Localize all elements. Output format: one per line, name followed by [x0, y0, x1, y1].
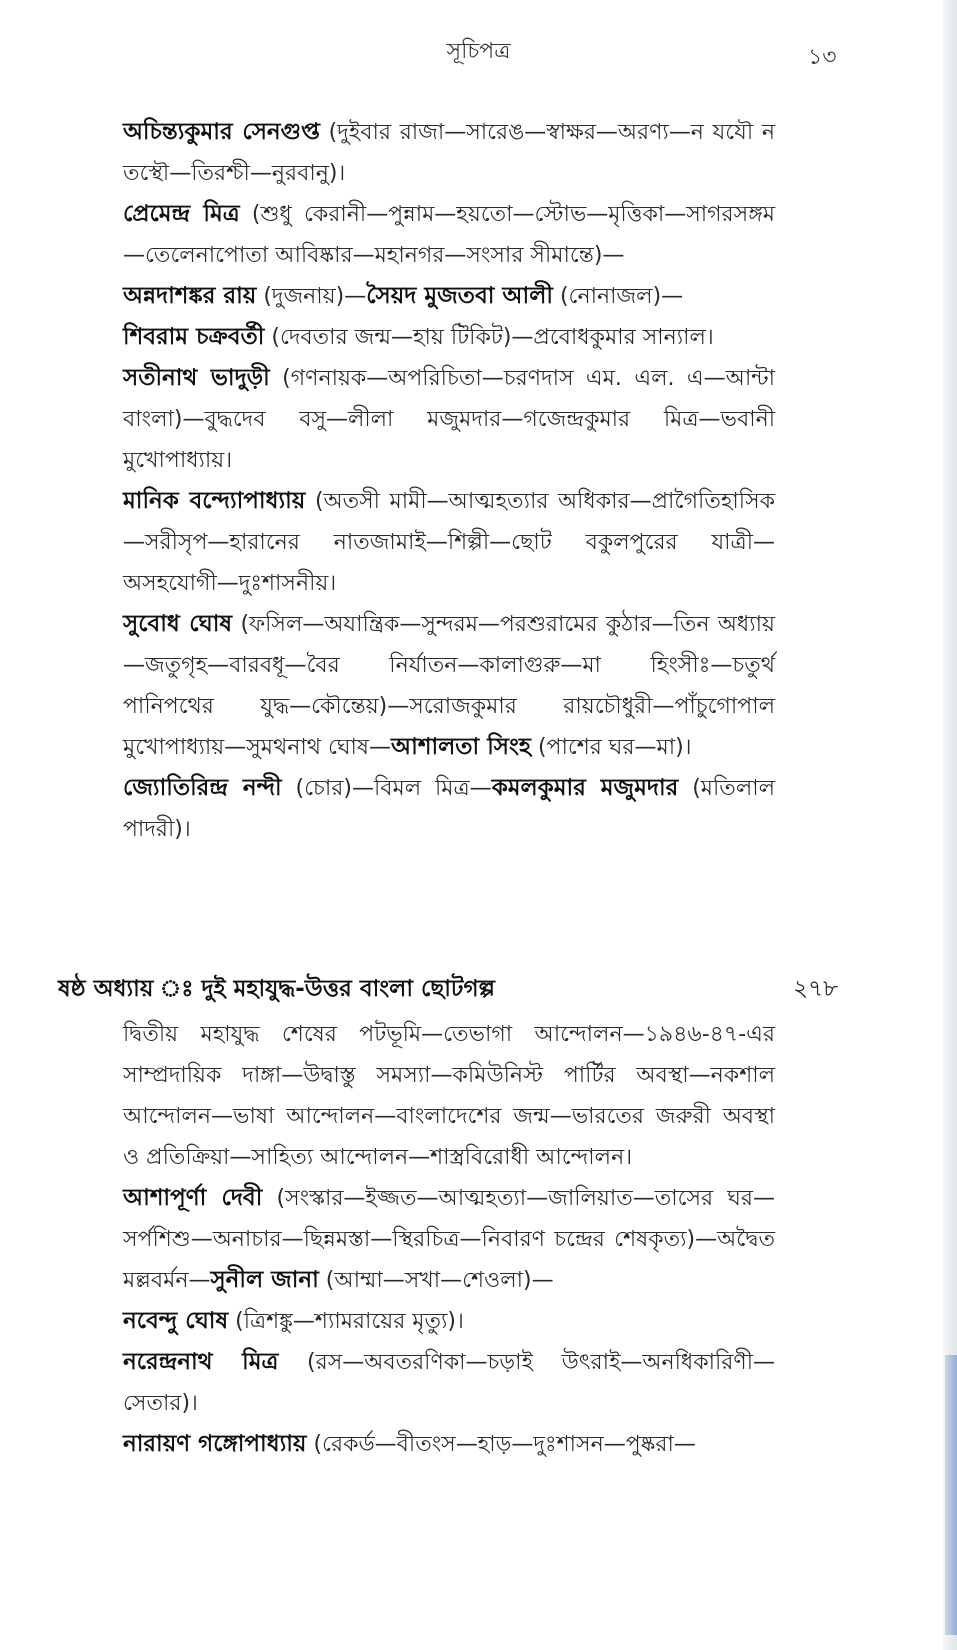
toc-entry-1 [123, 112, 775, 194]
author-name-2: সৈয়দ মুজতবা আলী [366, 283, 553, 309]
works-list: (দেবতার জন্ম—হায় টিকিট)—প্রবোধকুমার সান্যাল। [264, 325, 714, 350]
author-name: শিবরাম চক্রবর্তী [123, 324, 265, 350]
works-list: (সংস্কার—ইজ্জত—আত্মহত্যা—জালিয়াত—তাসের ঘর—সর্পশিশু—অনাচার—ছিন্নমস্তা—স্থিরচিত্র—নিবারণ চন্দ্রের শেষকৃত্য)—অদ্বৈত মল্লবর্মন— [123, 1186, 775, 1293]
works-list: (রস—অবতরণিকা—চড়াই উৎরাই—অনধিকারিণী—সেতার)। [123, 1350, 775, 1416]
toc-entry-12 [123, 1424, 775, 1465]
author-name: সুবোধ ঘোষ [123, 611, 233, 637]
author-name-2: কমলকুমার মজুমদার [491, 775, 679, 801]
author-name: মানিক বন্দ্যোপাধ্যায় [123, 488, 306, 514]
author-name-2: সুনীল জানা [210, 1267, 319, 1293]
toc-entry-6 [123, 481, 775, 604]
works-list: (অতসী মামী—আত্মহত্যার অধিকার—প্রাগৈতিহাসিক—সরীসৃপ—হারানের নাতজামাই—শিল্পী—ছোট বকুলপুরের যাত্রী—অসহযোগী—দুঃশাসনীয়। [123, 489, 775, 596]
author-name: নারায়ণ গঙ্গোপাধ্যায় [123, 1431, 307, 1457]
works-list: (শুধু কেরানী—পুন্নাম—হয়তো—স্টোভ—মৃত্তিকা—সাগরসঙ্গম—তেলেনাপোতা আবিষ্কার—মহানগর—সংসার সীমান্তে)— [123, 202, 776, 268]
toc-entry-4 [123, 317, 775, 358]
works-list: (ফসিল—অযান্ত্রিক—সুন্দরম—পরশুরামের কুঠার—তিন অধ্যায়—জতুগৃহ—বারবধূ—বৈর নির্যাতন—কালাগুরু—মা হিংসীঃ—চতুর্থ পানিপথের যুদ্ধ—কৌন্তেয়)—সরোজকুমার রায়চৌধুরী—পাঁচুগোপাল মুখোপাধ্যায়—সুমথনাথ ঘোষ— [123, 612, 775, 760]
toc-entry-11 [123, 1342, 775, 1424]
chapter-page-number: ২৭৮ [793, 976, 838, 1002]
toc-entry-2 [123, 194, 775, 276]
works-list: (দুজনায়)— [256, 284, 367, 309]
running-title: সূচিপত্র [446, 39, 511, 64]
toc-entries-bottom [123, 1014, 775, 1465]
works-list: (দুইবার রাজা—সারেঙ—স্বাক্ষর—অরণ্য—ন যযৌ ন তস্থৌ—তিরশ্চী—নুরবানু)। [123, 120, 775, 186]
works-list: (ত্রিশঙ্কু—শ্যামরায়ের মৃত্যু)। [228, 1309, 464, 1334]
works-list: (রেকর্ড—বীতংস—হাড়—দুঃশাসন—পুষ্করা— [306, 1432, 696, 1457]
chapter-title: ষষ্ঠ অধ্যায় ঃ দুই মহাযুদ্ধ-উত্তর বাংলা ছোটগল্প [58, 976, 495, 1002]
toc-entry-8 [123, 768, 775, 850]
works-list-2: (পাশের ঘর—মা)। [530, 735, 692, 760]
chapter-intro: দ্বিতীয় মহাযুদ্ধ শেষের পটভূমি—তেভাগা আন্দোলন—১৯৪৬-৪৭-এর সাম্প্রদায়িক দাঙ্গা—উদ্বাস্তু সমস্যা—কমিউনিস্ট পার্টির অবস্থা—নকশাল আন্দোলন—ভাষা আন্দোলন—বাংলাদেশের জন্ম—ভারতের জরুরী অবস্থা ও প্রতিক্রিয়া—সাহিত্য আন্দোলন—শাস্ত্রবিরোধী আন্দোলন। [123, 1022, 775, 1170]
toc-entry-9 [123, 1178, 775, 1301]
author-name: নরেন্দ্রনাথ মিত্র [123, 1349, 279, 1375]
toc-entry-7 [123, 604, 775, 768]
works-list: (গণনায়ক—অপরিচিতা—চরণদাস এম. এল. এ—আন্টা বাংলা)—বুদ্ধদেব বসু—লীলা মজুমদার—গজেন্দ্রকুমার মিত্র—ভবানী মুখোপাধ্যায়। [123, 366, 775, 473]
author-name: নবেন্দু ঘোষ [123, 1308, 229, 1334]
author-name-2: আশালতা সিংহ [391, 734, 531, 760]
works-list-2: (মতিলাল পাদরী)। [123, 776, 775, 842]
page-number: ১৩ [808, 45, 837, 70]
toc-entry-3 [123, 276, 775, 317]
author-name: প্রেমেন্দ্র মিত্র [123, 201, 240, 227]
toc-entry-5 [123, 358, 775, 481]
toc-entries-top [123, 112, 775, 850]
toc-entry-10 [123, 1301, 775, 1342]
author-name: জ্যোতিরিন্দ্র নন্দী [123, 775, 282, 801]
works-list-2: (আম্মা—সখা—শেওলা)— [318, 1268, 554, 1293]
works-list-2: (নোনাজল)— [552, 284, 684, 309]
author-name: সতীনাথ ভাদুড়ী [123, 365, 270, 391]
chapter-heading [58, 970, 838, 1012]
author-name: আশাপূর্ণা দেবী [123, 1185, 263, 1211]
works-list: (চোর)—বিমল মিত্র— [281, 776, 492, 801]
author-name: অচিন্ত্যকুমার সেনগুপ্ত [123, 119, 320, 145]
page-edge-color [945, 1355, 957, 1635]
author-name: অন্নদাশঙ্কর রায় [123, 283, 257, 309]
